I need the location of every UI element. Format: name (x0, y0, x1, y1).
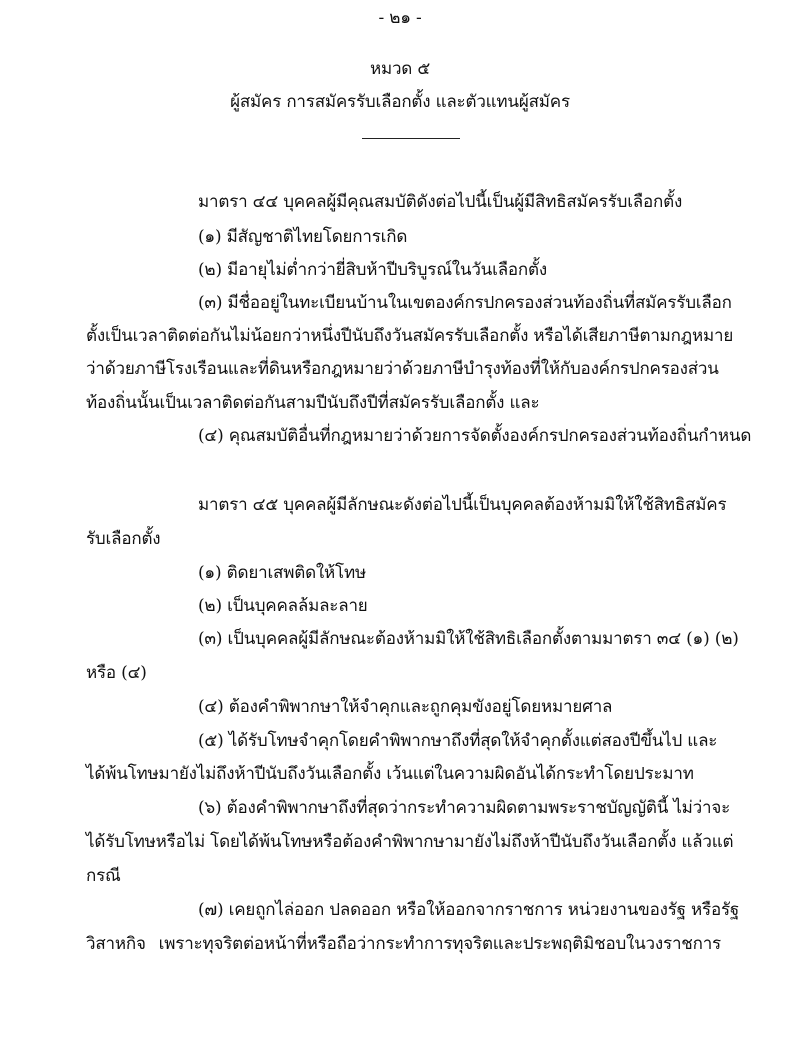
section-44-heading: มาตรา ๔๔ บุคคลผู้มีคุณสมบัติดังต่อไปนี้เป็นผู้มีสิทธิสมัครรับเลือกตั้ง (198, 192, 683, 212)
section-45-item-6-line-1: (๖) ต้องคำพิพากษาถึงที่สุดว่ากระทำความผิดตามพระราชบัญญัตินี้ ไม่ว่าจะ (198, 798, 731, 818)
section-45-item-3-line-2: หรือ (๔) (86, 663, 147, 683)
section-45-item-1: (๑) ติดยาเสพติดให้โทษ (198, 563, 366, 583)
section-45-item-5-line-2: ได้พ้นโทษมายังไม่ถึงห้าปีนับถึงวันเลือกตั้ง เว้นแต่ในความผิดอันได้กระทำโดยประมาท (86, 764, 694, 784)
section-45-heading-line-2: รับเลือกตั้ง (86, 529, 161, 549)
section-45-item-7-line-1: (๗) เคยถูกไล่ออก ปลดออก หรือให้ออกจากราชการ หน่วยงานของรัฐ หรือรัฐ (198, 900, 740, 920)
section-44-item-1: (๑) มีสัญชาติไทยโดยการเกิด (198, 227, 408, 247)
chapter-title: หมวด ๕ (369, 59, 431, 79)
section-45-item-7-line-2: วิสาหกิจ เพราะทุจริตต่อหน้าที่หรือถือว่ากระทำการทุจริตและประพฤติมิชอบในวงราชการ (86, 934, 721, 954)
chapter-subtitle: ผู้สมัคร การสมัครรับเลือกตั้ง และตัวแทนผู้สมัคร (230, 92, 570, 112)
section-44-item-3-line-3: ว่าด้วยภาษีโรงเรือนและที่ดินหรือกฎหมายว่าด้วยภาษีบำรุงท้องที่ให้กับองค์กรปกครองส่วน (86, 359, 719, 379)
section-44-item-3-line-2: ตั้งเป็นเวลาติดต่อกันไม่น้อยกว่าหนึ่งปีนับถึงวันสมัครรับเลือกตั้ง หรือได้เสียภาษีตามกฎหมาย (86, 326, 734, 346)
section-45-item-5-line-1: (๕) ได้รับโทษจำคุกโดยคำพิพากษาถึงที่สุดให้จำคุกตั้งแต่สองปีขึ้นไป และ (198, 731, 718, 751)
section-45-heading-line-1: มาตรา ๔๕ บุคคลผู้มีลักษณะดังต่อไปนี้เป็นบุคคลต้องห้ามมิให้ใช้สิทธิสมัคร (198, 495, 727, 515)
title-divider (362, 138, 460, 139)
section-44-item-3-line-4: ท้องถิ่นนั้นเป็นเวลาติดต่อกันสามปีนับถึงปีที่สมัครรับเลือกตั้ง และ (86, 393, 540, 413)
section-44-item-2: (๒) มีอายุไม่ต่ำกว่ายี่สิบห้าปีบริบูรณ์ในวันเลือกตั้ง (198, 260, 547, 280)
page-number: - ๒๑ - (378, 8, 422, 28)
section-45-item-6-line-2: ได้รับโทษหรือไม่ โดยได้พ้นโทษหรือต้องคำพิพากษามายังไม่ถึงห้าปีนับถึงวันเลือกตั้ง แล้วแต่ (86, 832, 734, 852)
section-45-item-2: (๒) เป็นบุคคลล้มละลาย (198, 596, 368, 616)
section-45-item-4: (๔) ต้องคำพิพากษาให้จำคุกและถูกคุมขังอยู่โดยหมายศาล (198, 697, 613, 717)
section-44-item-3-line-1: (๓) มีชื่ออยู่ในทะเบียนบ้านในเขตองค์กรปกครองส่วนท้องถิ่นที่สมัครรับเลือก (198, 293, 732, 313)
section-45-item-6-line-3: กรณี (86, 866, 121, 886)
section-45-item-3-line-1: (๓) เป็นบุคคลผู้มีลักษณะต้องห้ามมิให้ใช้สิทธิเลือกตั้งตามมาตรา ๓๔ (๑) (๒) (198, 629, 739, 649)
section-44-item-4: (๔) คุณสมบัติอื่นที่กฎหมายว่าด้วยการจัดตั้งองค์กรปกครองส่วนท้องถิ่นกำหนด (198, 426, 752, 446)
